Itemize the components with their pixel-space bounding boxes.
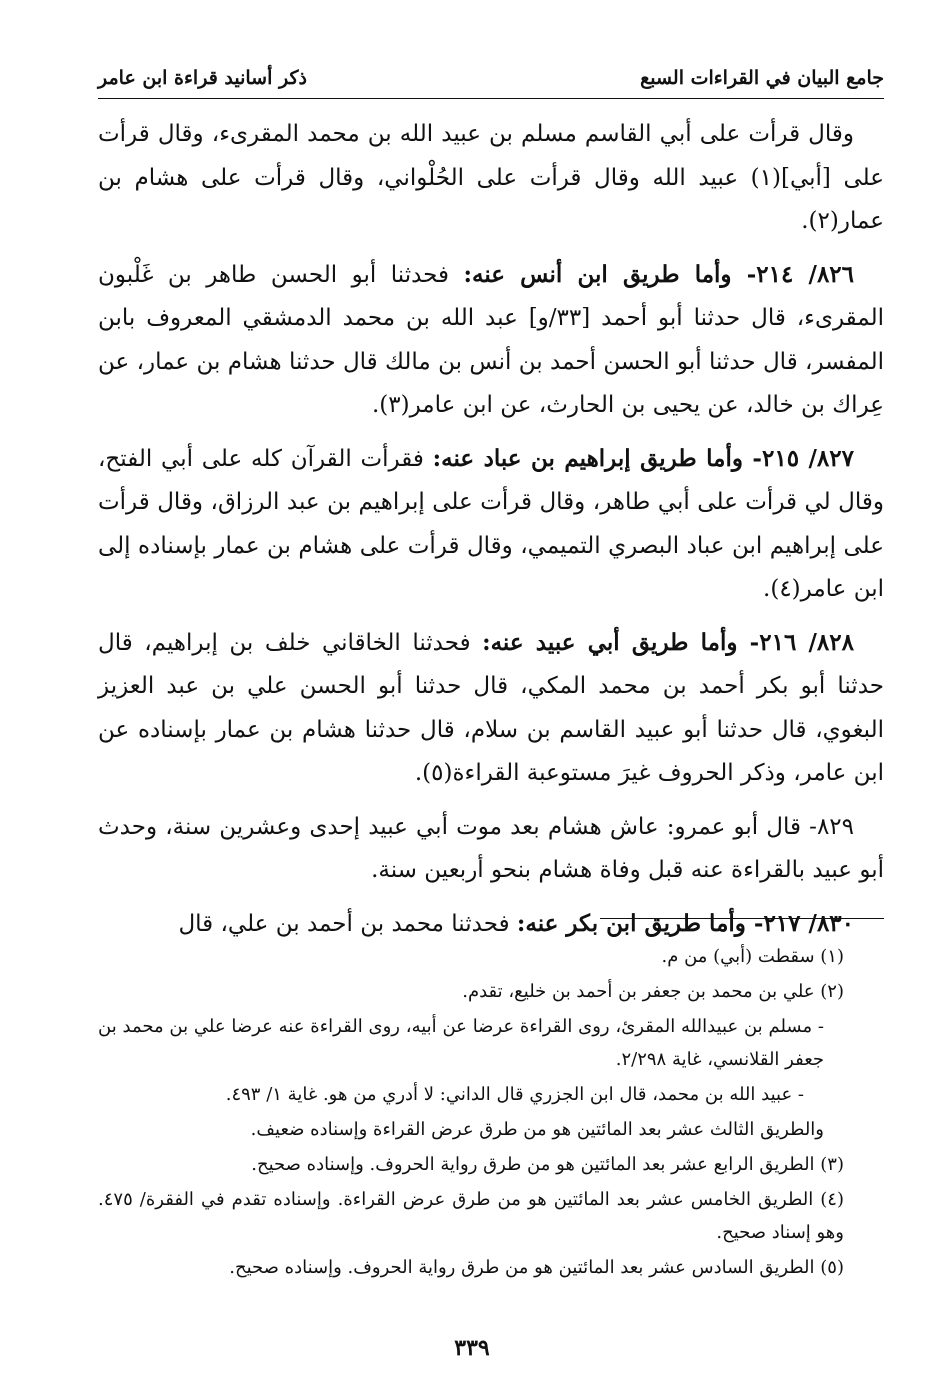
footnote: (١) سقطت (أبي) من م. [661, 946, 844, 967]
footnote: والطريق الثالث عشر بعد المائتين هو من طرق عرض القراءة وإسناده ضعيف. [250, 1119, 824, 1140]
paragraph-text: فحدثنا أبو الحسن طاهر بن غَلْبون المقرىء، قال حدثنا أبو أحمد [٣٣/و] عبد الله بن محمد الدمشقي المعروف بابن المفسر، قال حدثنا أبو الحسن أحمد بن أنس بن مالك قال حدثنا هشام بن عمار، عن عِراك بن خالد، عن يحيى بن الحارث، عن ابن عامر(٣). [98, 261, 884, 418]
footnote: (٣) الطريق الرابع عشر بعد المائتين هو من طرق رواية الحروف. وإسناده صحيح. [251, 1154, 844, 1175]
header-book-title: جامع البيان في القراءات السبع [640, 67, 884, 89]
footnote-separator [600, 918, 884, 919]
page-number: ٣٣٩ [454, 1335, 490, 1361]
paragraph-text: ٨٢٩- قال أبو عمرو: عاش هشام بعد موت أبي عبيد إحدى وعشرين سنة، وحدث أبو عبيد بالقراءة عنه قبل وفاة هشام بنحو أربعين سنة. [98, 813, 884, 883]
paragraph-text: فحدثنا محمد بن أحمد بن علي، قال [178, 910, 517, 937]
main-text [98, 112, 884, 955]
paragraph-lead: ٨٢٨/ ٢١٦- وأما طريق أبي عبيد عنه: [482, 628, 854, 656]
paragraph-lead: ٨٣٠/ ٢١٧- وأما طريق ابن بكر عنه: [516, 909, 854, 937]
paragraph [98, 112, 884, 244]
paragraph [98, 253, 884, 428]
running-header [98, 58, 884, 99]
footnote: - عبيد الله بن محمد، قال ابن الجزري قال الداني: لا أدري من هو. غاية ١/ ٤٩٣. [225, 1084, 804, 1105]
header-section-title: ذكر أسانيد قراءة ابن عامر [98, 67, 307, 89]
paragraph-lead: ٨٢٧/ ٢١٥- وأما طريق إبراهيم بن عباد عنه: [432, 444, 854, 472]
footnote: (٤) الطريق الخامس عشر بعد المائتين هو من طرق عرض القراءة. وإسناده تقدم في الفقرة/ ٤٧٥. وهو إسناد صحيح. [98, 1189, 844, 1243]
footnote: (٢) علي بن محمد بن جعفر بن أحمد بن خليع، تقدم. [462, 981, 844, 1002]
footnotes [98, 940, 844, 1286]
footnote: - مسلم بن عبيدالله المقرئ، روى القراءة عرضا عن أبيه، روى القراءة عنه عرضا علي بن محمد بن جعفر القلانسي، غاية ٢/٢٩٨. [98, 1016, 824, 1070]
footnote: (٥) الطريق السادس عشر بعد المائتين هو من طرق رواية الحروف. وإسناده صحيح. [229, 1257, 844, 1278]
paragraph [98, 437, 884, 612]
paragraph-text: فقرأت القرآن كله على أبي الفتح، وقال لي قرأت على أبي طاهر، وقال قرأت على إبراهيم بن عبد الرزاق، وقال قرأت على إبراهيم ابن عباد البصري التميمي، وقال قرأت على هشام بن عمار بإسناده إلى ابن عامر(٤). [98, 445, 884, 602]
paragraph-text: وقال قرأت على أبي القاسم مسلم بن عبيد الله بن محمد المقرىء، وقال قرأت على [أبي](١) عبيد الله وقال قرأت على الحُلْواني، وقال قرأت على هشام بن عمار(٢). [98, 121, 884, 234]
paragraph-text: فحدثنا الخاقاني خلف بن إبراهيم، قال حدثنا أبو بكر أحمد بن محمد المكي، قال حدثنا أبو الحسن علي بن عبد العزيز البغوي، قال حدثنا أبو عبيد القاسم بن سلام، قال حدثنا هشام بن عمار بإسناده عن ابن عامر، وذكر الحروف غيرَ مستوعبة القراءة(٥). [98, 629, 884, 786]
paragraph-lead: ٨٢٦/ ٢١٤- وأما طريق ابن أنس عنه: [463, 260, 854, 288]
paragraph [98, 805, 884, 893]
paragraph [98, 621, 884, 796]
